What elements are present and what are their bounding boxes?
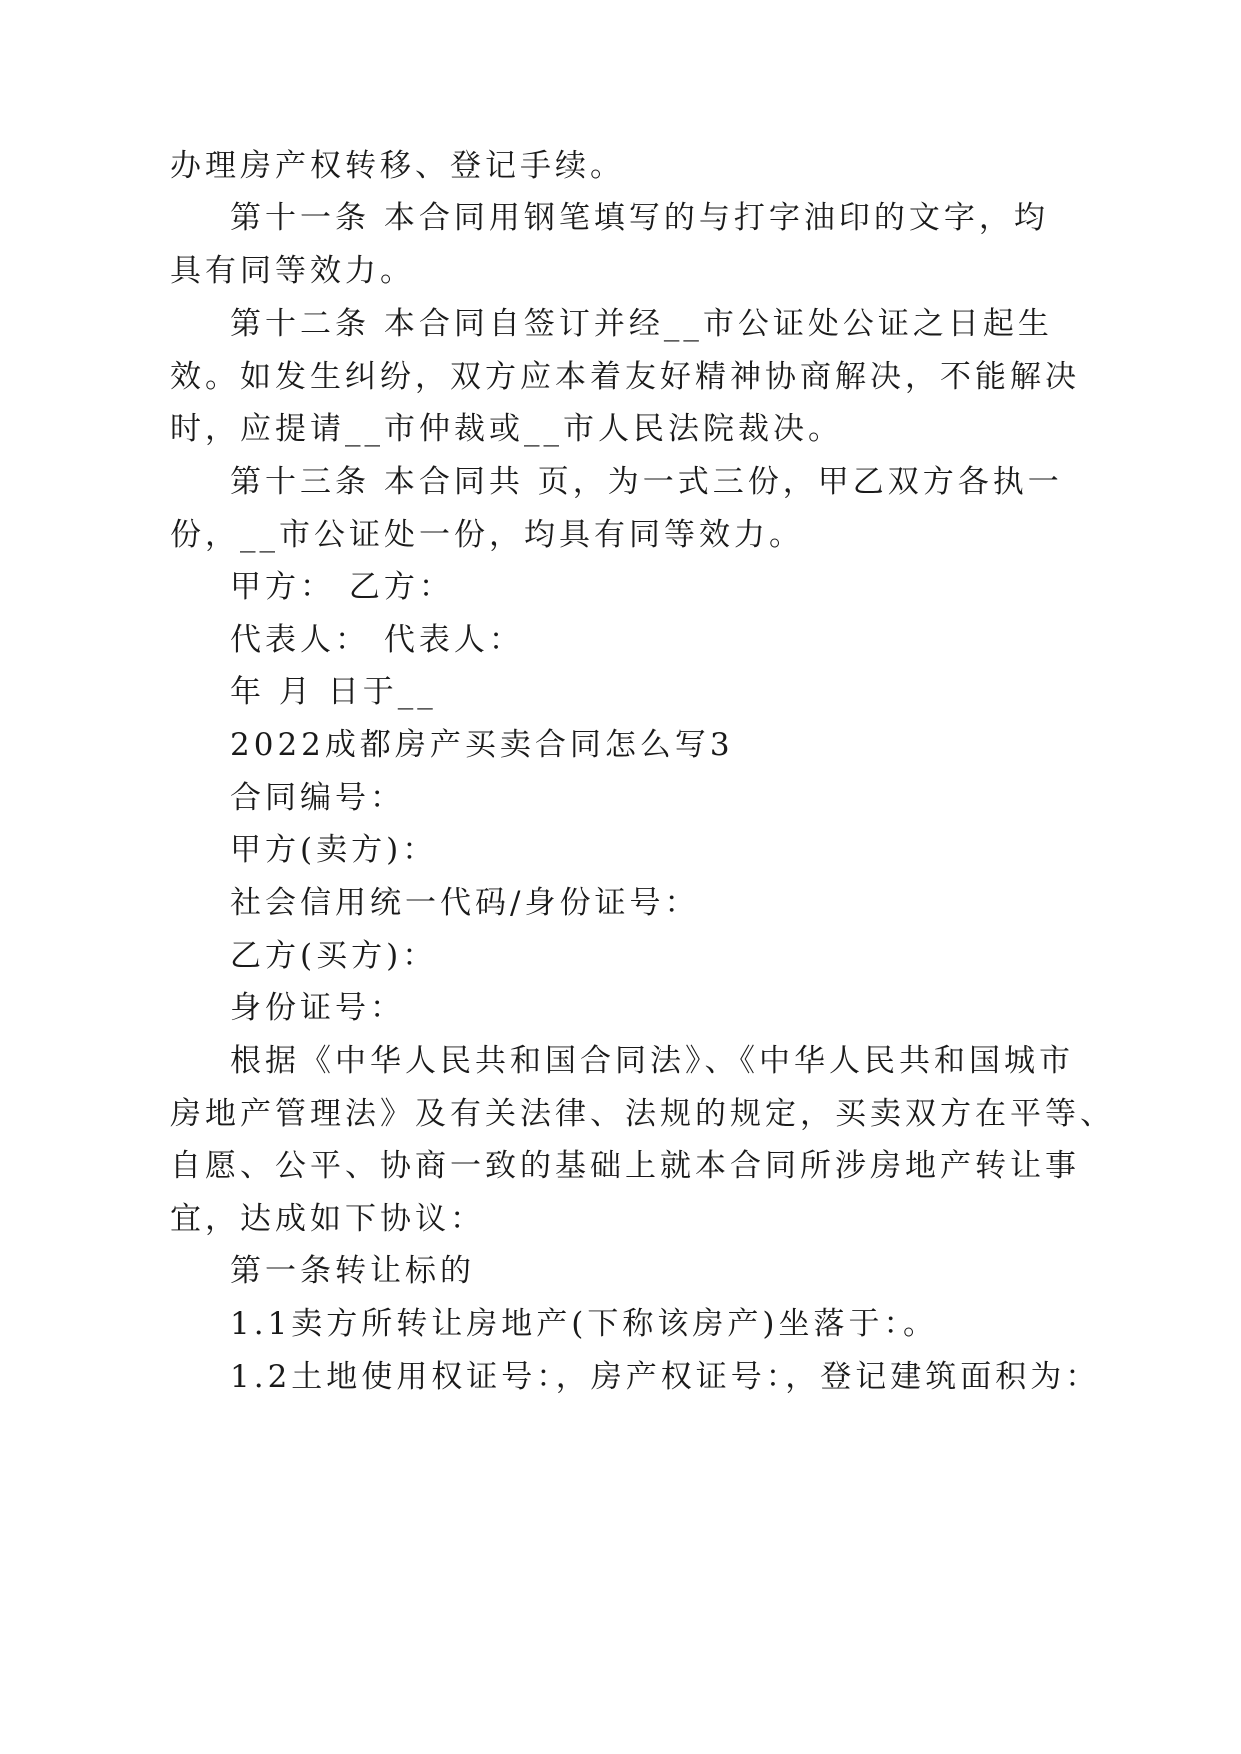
text-line: 社会信用统一代码/身份证号：	[230, 885, 700, 921]
text-line: 合同编号：	[230, 780, 405, 816]
text-line: 甲方(卖方)：	[230, 832, 438, 868]
text-line: 第十二条 本合同自签订并经__市公证处公证之日起生	[230, 306, 1053, 342]
text-line: 根据《中华人民共和国合同法》、《中华人民共和国城市	[230, 1043, 1074, 1079]
text-line: 第十三条 本合同共 页，为一式三份，甲乙双方各执一	[230, 464, 1063, 500]
text-line: 乙方(买方)：	[230, 938, 438, 974]
text-line: 年 月 日于__	[230, 674, 437, 710]
text-line: 时，应提请__市仲裁或__市人民法院裁决。	[170, 411, 843, 447]
text-line: 代表人： 代表人：	[230, 622, 524, 658]
text-line: 第一条转让标的	[230, 1253, 475, 1289]
text-line: 房地产管理法》及有关法律、法规的规定，买卖双方在平等、	[170, 1096, 1115, 1132]
text-line: 1.2土地使用权证号：，房产权证号：，登记建筑面积为：	[230, 1359, 1101, 1395]
text-line: 1.1卖方所转让房地产(下称该房产)坐落于：。	[230, 1306, 938, 1342]
text-line: 2022成都房产买卖合同怎么写3	[230, 727, 734, 763]
text-line: 办理房产权转移、登记手续。	[170, 148, 625, 184]
text-line: 效。如发生纠纷，双方应本着友好精神协商解决，不能解决	[170, 359, 1080, 395]
text-line: 甲方： 乙方：	[230, 569, 454, 605]
text-line: 身份证号：	[230, 990, 405, 1026]
text-line: 宜，达成如下协议：	[170, 1201, 485, 1237]
text-line: 份，__市公证处一份，均具有同等效力。	[170, 517, 804, 553]
text-line: 第十一条 本合同用钢笔填写的与打字油印的文字，均	[230, 200, 1049, 236]
text-line: 具有同等效力。	[170, 253, 415, 289]
text-line: 自愿、公平、协商一致的基础上就本合同所涉房地产转让事	[170, 1148, 1080, 1184]
